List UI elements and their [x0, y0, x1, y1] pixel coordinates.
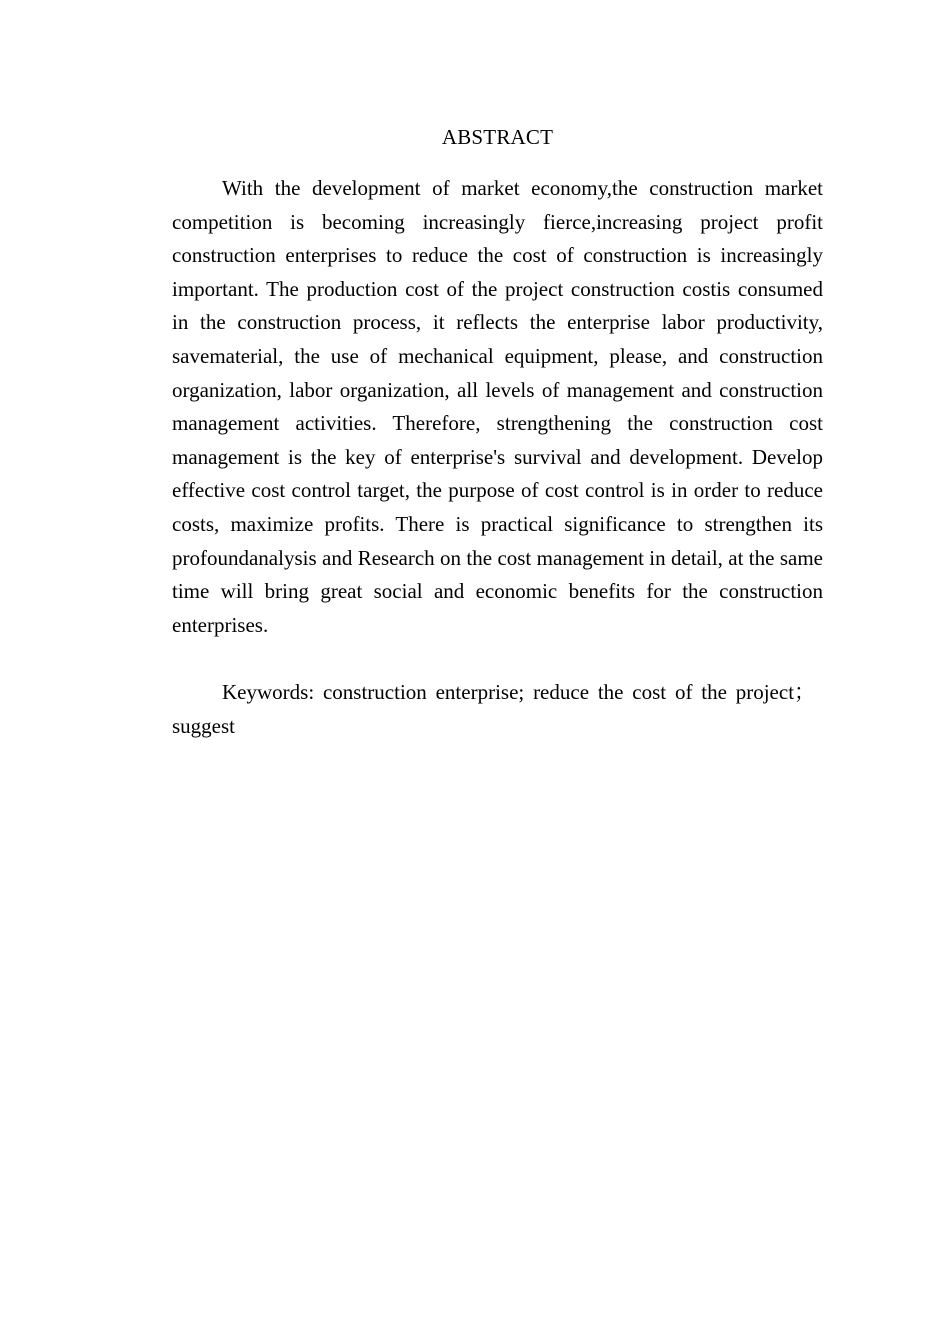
abstract-section [172, 122, 823, 743]
abstract-body: With the development of market economy,the construction market competition is becoming increasingly fierce,increasing project profit construction enterprises to reduce the cost of construction is increasingly important. The production cost of the project construction costis consumed in the construction process, it reflects the enterprise labor productivity, savematerial, the use of mechanical equipment, please, and construction organization, labor organization, all levels of management and construction management activities. Therefore, strengthening the construction cost management is the key of enterprise's survival and development. Develop effective cost control target, the purpose of cost control is in order to reduce costs, maximize profits. There is practical significance to strengthen its profoundanalysis and Research on the cost management in detail, at the same time will bring great social and economic benefits for the construction enterprises. [172, 176, 823, 637]
abstract-title: ABSTRACT [441, 125, 554, 149]
keyword-separator: ； [794, 679, 816, 704]
keyword-term: suggest [172, 713, 235, 738]
keyword-term: reduce the cost of the project [533, 679, 795, 704]
keywords-label: Keywords: [222, 679, 315, 704]
keywords-line [172, 676, 823, 743]
keyword-term: construction enterprise; [322, 679, 525, 704]
